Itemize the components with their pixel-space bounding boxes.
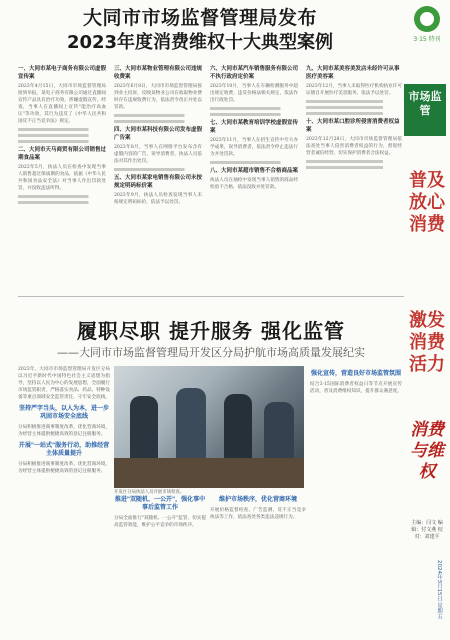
editors-credit: 主编：闫文 编辑：付文燕 校对：刘建平 xyxy=(411,520,443,540)
photo-caption: 开发区分局执法人员开展市场检查。 xyxy=(114,490,185,495)
case-title: 一、大同市某电子商务有限公司虚假宣传案 xyxy=(18,66,106,80)
slogan-2: 激发消费活力 xyxy=(409,310,445,375)
section-heading: 强化宣传，营造良好市场监管氛围 xyxy=(310,370,401,377)
section-body: 开展价格监督检查、广告监测、反不正当竞争执法等工作，依法查处各类违法违规行为。 xyxy=(210,508,306,520)
feature-intro: 2023年，大同市市场监督管理局开发区分局以习近平新时代中国特色社会主义思想为指导，坚持以人民为中心的发展思想，全面履行市场监管职责，严格落实食品、药品、特种设备等重点领域安全监管责任，守牢安全底线。 xyxy=(18,367,110,400)
section-body: 结合3·15国际消费者权益日等节点开展宣传活动，普及消费维权知识，提升群众满意度。 xyxy=(310,382,402,394)
case-title: 三、大同市某物业管理有限公司违规收费案 xyxy=(114,66,202,80)
case-title: 十、大同市某口腔诊所侵害消费者权益案 xyxy=(306,119,400,133)
case-body: 2023年10月，当事人在车辆检测服务中超出规定收费，违反价格法相关规定，依法作出行政处罚。 xyxy=(210,84,298,103)
feature-column-3 xyxy=(210,492,306,636)
feature-photo xyxy=(114,366,304,488)
top-cases-section xyxy=(18,62,402,292)
case-body: 2023年4月15日，大同市市场监督管理局接到举报，某电子商务有限公司通过直播间宣传产品具有治疗功效，涉嫌虚假宣传。经查，当事人在直播间上宣传"能治疗高血压"等功效，其行为违反了《中华人民共和国反不正当竞争法》规定。 xyxy=(18,84,106,124)
case-title: 六、大同市某汽车销售服务有限公司不执行政府定价案 xyxy=(210,66,298,80)
case-body: 2023年12月，当事人未取得医疗机构执业许可证擅自开展医疗美容服务，依法予以处罚。 xyxy=(306,84,402,96)
case-body: 2023年11月，当事人在招生宣传中夸大办学成果，误导消费者，依法责令停止违法行为并处罚款。 xyxy=(210,138,298,157)
case-body: 2023年12月28日，大同市市场监督管理局依法查处当事人侵害消费者权益的行为，督促经营者诚信经营，切实保护消费者合法权益。 xyxy=(306,137,402,156)
feature-column-4 xyxy=(310,366,402,636)
feature-column-1 xyxy=(18,366,110,636)
case-title: 九、大同市某美容美发店未经许可从事医疗美容案 xyxy=(306,66,400,80)
section-heading: 坚持严字当头，以人为本，进一步巩固市场安全底线 xyxy=(18,405,109,420)
section-divider xyxy=(18,296,404,297)
calligraphy-title: 消费与维权 xyxy=(410,420,444,482)
feature-subheadline: ——大同市市场监督管理局开发区分局护航市场高质量发展纪实 xyxy=(57,346,365,359)
case-body: 2023年9月，执法人员检查发现当事人未按规定明码标价，依法予以处罚。 xyxy=(114,193,202,205)
case-title: 四、大同市某科技有限公司发布虚假广告案 xyxy=(114,127,202,141)
page-number: 03 xyxy=(412,120,433,138)
section-body: 分局全面推行"双随机、一公开"监管，切实提高监管效能，维护公平竞争的市场秩序。 xyxy=(114,516,206,528)
feature-headline: 履职尽职 提升服务 强化监管 xyxy=(77,319,345,343)
section-heading: 开展"一站式"服务行动，助推经营主体质量提升 xyxy=(18,442,110,457)
logo-text: 3·15 特刊 xyxy=(413,36,441,43)
case-body: 2023年8月，当事人在网络平台发布含有虚假内容的广告，误导消费者，执法人员依法对其作出处罚。 xyxy=(114,145,202,164)
section-body: 分局积极推进商事制度改革，优化营商环境，为经营主体提供便捷高效的登记注册服务。 xyxy=(18,425,110,437)
section-heading: 推进"双随机、一公开"，强化事中事后监管工作 xyxy=(114,496,206,511)
headline-line1: 大同市市场监督管理局发布 xyxy=(82,7,317,29)
feature-column-2 xyxy=(114,492,206,636)
case-title: 七、大同市某教育培训学校虚假宣传案 xyxy=(210,120,298,134)
issue-date: 2024年3月15日 星期五 xyxy=(436,560,442,620)
case-body: 执法人员在抽检中发现当事人销售的商品经检验不合格，依法没收并处罚款。 xyxy=(210,178,298,190)
headline-line2: 2023年度消费维权十大典型案例 xyxy=(66,32,334,53)
case-title: 二、大同市天马商贸有限公司销售过期食品案 xyxy=(18,147,106,161)
cases-column-1 xyxy=(18,62,106,292)
slogan-1: 普及放心消费 xyxy=(409,170,445,235)
cases-column-3 xyxy=(210,62,298,292)
case-body: 2023年6月8日，大同市市场监督管理局接到业主投诉，反映某物业公司在收取物业费时存在违规收费行为，依法责令改正并处以罚款。 xyxy=(114,84,202,110)
315-logo-icon xyxy=(410,6,444,46)
case-title: 八、大同市某超市销售不合格商品案 xyxy=(210,168,298,174)
section-body: 分局积极推进商事制度改革，优化营商环境，为经营主体提供便捷高效的登记注册服务。 xyxy=(18,462,110,474)
case-title: 五、大同市某家电销售有限公司未按规定明码标价案 xyxy=(114,175,202,189)
cases-column-2 xyxy=(114,62,202,292)
column-label: 市场监管 xyxy=(404,84,446,136)
cases-column-4 xyxy=(306,62,402,292)
case-body: 2023年5月，执法人员在检查中发现当事人销售超过保质期的食品，依据《中华人民共和国食品安全法》对当事人作出罚款处罚，并没收违法所得。 xyxy=(18,165,106,191)
section-heading: 维护市场秩序，优化营商环境 xyxy=(218,496,297,503)
main-headline xyxy=(20,6,380,55)
